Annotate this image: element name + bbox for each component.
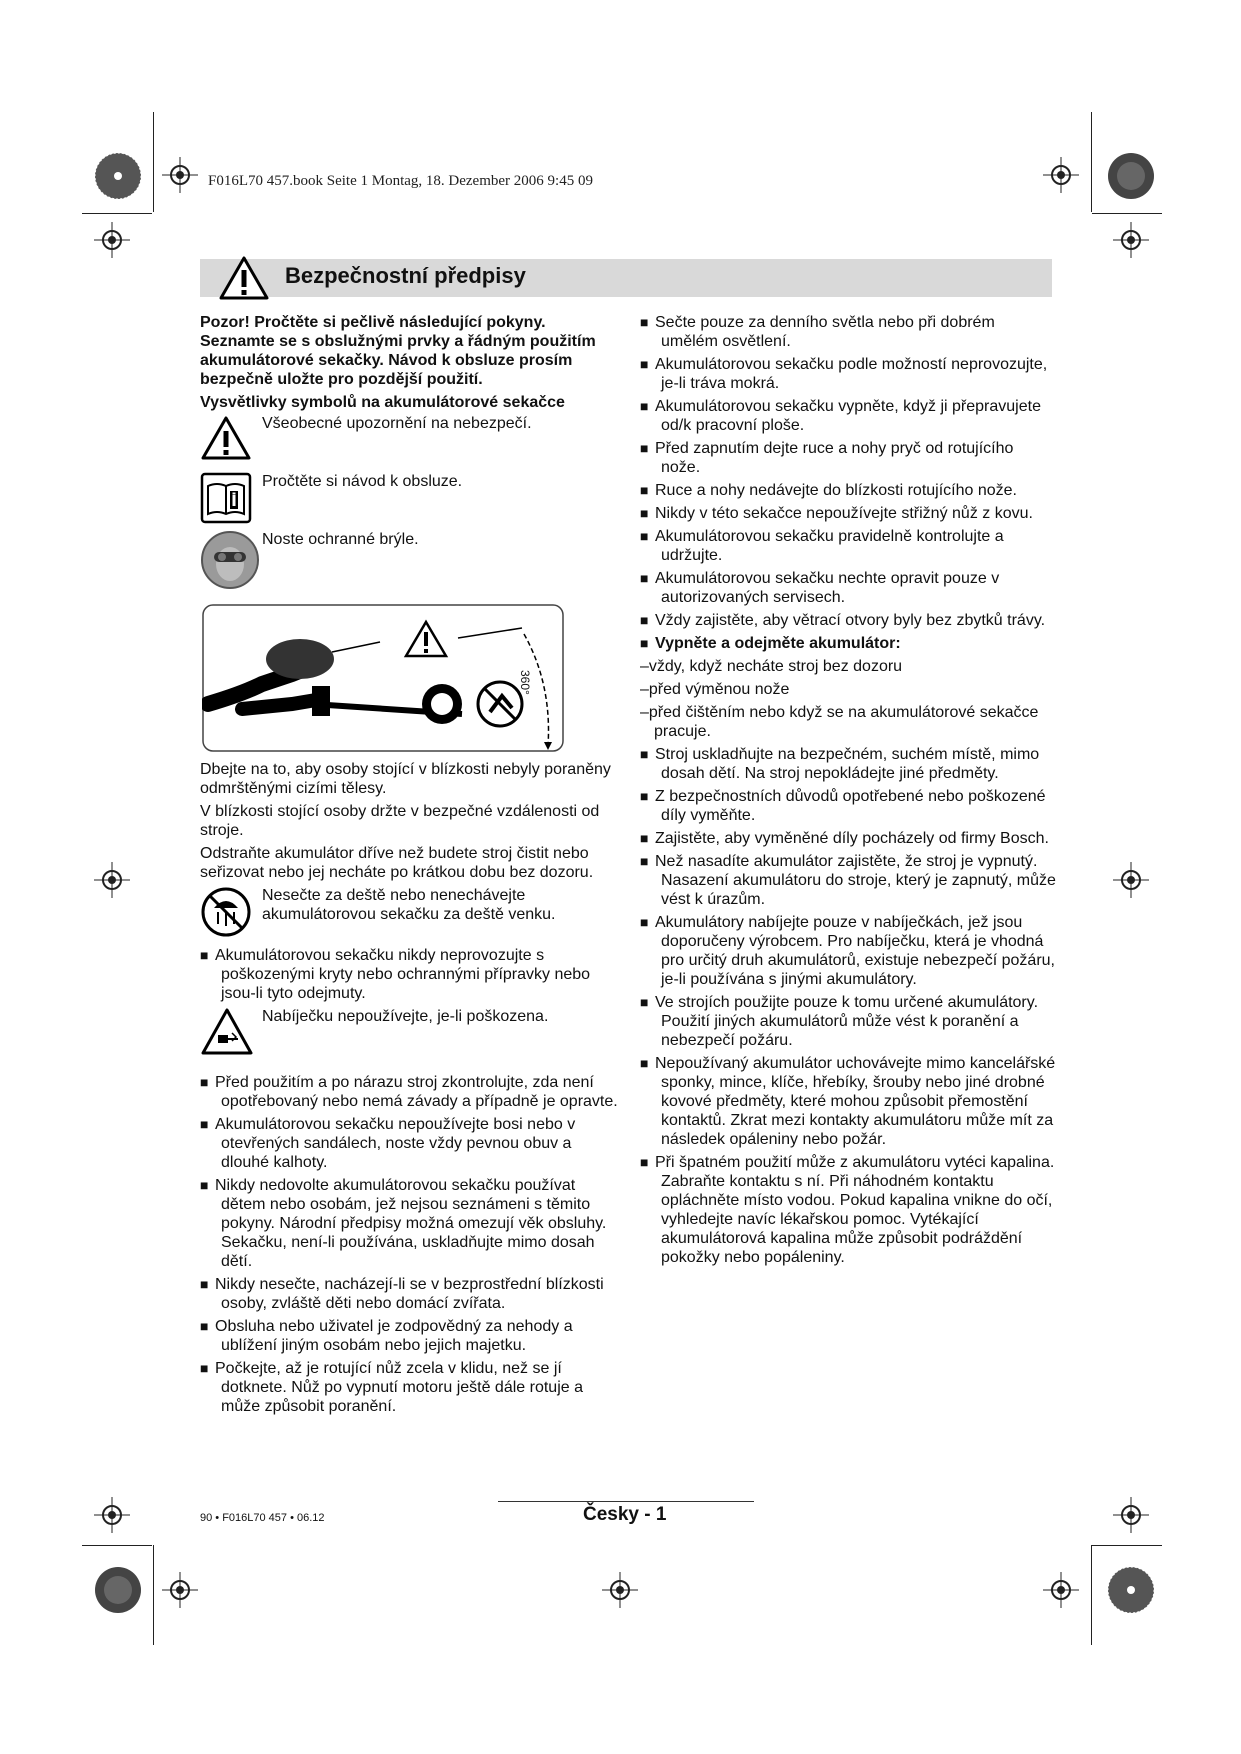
trimmer-figure: [202, 604, 618, 754]
battery-heading: ■ Vypněte a odejměte akumulátor:: [640, 634, 1056, 653]
dash-item: – před výměnou nože: [640, 680, 1056, 699]
registration-target-icon: [160, 155, 200, 195]
paragraph-distance: V blízkosti stojící osoby držte v bezpečné vzdálenosti od stroje.: [200, 803, 600, 839]
symbol-row: [200, 414, 618, 472]
list-item: ■ Nepoužívaný akumulátor uchovávejte mimo kancelářské sponky, mince, klíče, hřebíky, šrouby nebo jiné drobné kovové předměty, které mohou způsobit přemostění kontaktů. Zkrat mezi kontakty akumulátoru může mít za následek opáleniny nebo požár.: [640, 1054, 1056, 1149]
list-item: ■ Obsluha nebo uživatel je zodpovědný za nehody a ublížení jiným osobám nebo jejich majetku.: [200, 1317, 618, 1355]
footer-code: 90 • F016L70 457 • 06.12: [200, 1512, 325, 1524]
color-mark-icon: [94, 1566, 142, 1614]
crop-mark: [82, 1545, 152, 1546]
symbol-label: Nabíječku nepoužívejte, je-li poškozena.: [262, 1008, 549, 1025]
list-item: ■ Než nasadíte akumulátor zajistěte, že stroj je vypnutý. Nasazení akumulátoru do stroje, který je zapnutý, může vést k úrazům.: [640, 852, 1056, 909]
symbol-row: [200, 530, 618, 604]
warning-symbol-icon: [200, 414, 252, 462]
right-column: [640, 313, 1056, 1271]
crop-mark: [1092, 213, 1162, 214]
list-item: ■ Nikdy nesečte, nacházejí-li se v bezprostřední blízkosti osoby, zvláště děti nebo domácí zvířata.: [200, 1275, 618, 1313]
symbol-label: Pročtěte si návod k obsluze.: [262, 473, 463, 490]
list-item: ■ Nikdy v této sekačce nepoužívejte střižný nůž z kovu.: [640, 504, 1056, 523]
left-column: [200, 313, 618, 1420]
list-item: ■ Ruce a nohy nedávejte do blízkosti rotujícího nože.: [640, 481, 1056, 500]
footer-rule: [498, 1501, 754, 1502]
dash-item: – před čištěním nebo když se na akumulátorové sekačce pracuje.: [640, 703, 1056, 741]
list-item: ■ Akumulátorovou sekačku nikdy neprovozujte s poškozenými kryty nebo ochrannými přípravky nebo jsou-li tyto odejmuty.: [200, 946, 618, 1003]
crop-mark: [82, 213, 152, 214]
list-item: ■ Stroj uskladňujte na bezpečném, suchém místě, mimo dosah dětí. Na stroj nepokládejte jiné předměty.: [640, 745, 1056, 783]
list-item: ■ Akumulátorovou sekačku podle možností neprovozujte, je-li tráva mokrá.: [640, 355, 1056, 393]
crop-mark: [1091, 1545, 1092, 1645]
registration-target-icon: [1041, 155, 1081, 195]
list-item: ■ Akumulátorovou sekačku vypněte, když ji přepravujete od/k pracovní ploše.: [640, 397, 1056, 435]
paragraph-remove-battery: Odstraňte akumulátor dříve než budete stroj čistit nebo seřizovat nebo jej necháte po krátkou dobu bez dozoru.: [200, 845, 594, 881]
list-item: ■ Akumulátorovou sekačku pravidelně kontrolujte a udržujte.: [640, 527, 1056, 565]
registration-target-icon: [92, 220, 132, 260]
symbol-label: Všeobecné upozornění na nebezpečí.: [262, 415, 532, 432]
list-item: ■ Akumulátory nabíjejte pouze v nabíječkách, jež jsou doporučeny výrobcem. Pro nabíječku, která je vhodná pro určitý druh akumulátorů, existuje nebezpečí požáru, je-li používána s jinými akumulátory.: [640, 913, 1056, 989]
crop-mark: [1091, 112, 1092, 212]
list-item: ■ Při špatném použití může z akumulátoru vytéci kapalina. Zabraňte kontaktu s ní. Při náhodném kontaktu opláchněte místo vodou. Pokud kapalina vnikne do očí, vyhledejte navíc lékařskou pomoc. Vytékající akumulátorová kapalina může způsobit podráždění pokožky nebo popáleniny.: [640, 1153, 1056, 1267]
list-item: ■ Zajistěte, aby vyměněné díly pocházely od firmy Bosch.: [640, 829, 1056, 848]
symbol-row: [200, 886, 618, 942]
symbols-heading: Vysvětlivky symbolů na akumulátorové sekačce: [200, 394, 565, 411]
registration-target-icon: [1111, 1495, 1151, 1535]
no-rain-icon: [200, 886, 252, 938]
warning-triangle-icon: [218, 255, 270, 301]
list-item: ■ Vždy zajistěte, aby větrací otvory byly bez zbytků trávy.: [640, 611, 1056, 630]
list-item: ■ Ve strojích použijte pouze k tomu určené akumulátory. Použití jiných akumulátorů může vést k poranění a nebezpečí požáru.: [640, 993, 1056, 1050]
crop-mark: [1092, 1545, 1162, 1546]
symbol-label: Noste ochranné brýle.: [262, 531, 419, 548]
crop-mark: [153, 112, 154, 212]
list-item: ■ Sečte pouze za denního světla nebo při dobrém umělém osvětlení.: [640, 313, 1056, 351]
registration-target-icon: [1041, 1570, 1081, 1610]
paragraph-bystanders: Dbejte na to, aby osoby stojící v blízkosti nebyly poraněny odmrštěnými cizími tělesy.: [200, 761, 611, 797]
registration-target-icon: [160, 1570, 200, 1610]
symbol-row: [200, 472, 618, 530]
registration-target-icon: [92, 1495, 132, 1535]
goggles-icon: [200, 530, 260, 590]
list-item: ■ Akumulátorovou sekačku nechte opravit pouze v autorizovaných servisech.: [640, 569, 1056, 607]
page-number: Česky - 1: [583, 1504, 667, 1525]
registration-target-icon: [600, 1570, 640, 1610]
list-item: ■ Nikdy nedovolte akumulátorovou sekačku používat dětem nebo osobám, jež nejsou seznámeni s těmito pokyny. Národní předpisy možná omezují věk obsluhy. Sekačku, není-li používána, uskladňujte mimo dosah dětí.: [200, 1176, 618, 1271]
read-manual-icon: [200, 472, 252, 524]
crop-mark: [153, 1545, 154, 1645]
damaged-charger-icon: [200, 1007, 254, 1057]
symbol-label: Nesečte za deště nebo nenechávejte akumulátorovou sekačku za deště venku.: [262, 887, 556, 923]
page-title: Bezpečnostní předpisy: [285, 263, 526, 288]
starburst-mark-icon: [1107, 1566, 1155, 1614]
registration-target-icon: [1111, 220, 1151, 260]
print-header: F016L70 457.book Seite 1 Montag, 18. Dezember 2006 9:45 09: [208, 173, 593, 189]
symbol-row: [200, 1007, 618, 1067]
list-item: ■ Počkejte, až je rotující nůž zcela v klidu, než se jí dotknete. Nůž po vypnutí motoru ještě dále rotuje a může způsobit poranění.: [200, 1359, 618, 1416]
list-item: ■ Akumulátorovou sekačku nepoužívejte bosi nebo v otevřených sandálech, noste vždy pevnou obuv a dlouhé kalhoty.: [200, 1115, 618, 1172]
angle-label: 360°: [518, 670, 532, 695]
list-item: ■ Z bezpečnostních důvodů opotřebené nebo poškozené díly vyměňte.: [640, 787, 1056, 825]
list-item: ■ Před použitím a po nárazu stroj zkontrolujte, zda není opotřebovaný nebo nemá závady a případně je opravte.: [200, 1073, 618, 1111]
intro-paragraph: Pozor! Pročtěte si pečlivě následující pokyny. Seznamte se s obslužnými prvky a řádným použitím akumulátorové sekačky. Návod k obsluze prosím bezpečně uložte pro pozdější použití.: [200, 314, 596, 388]
color-mark-icon: [1107, 152, 1155, 200]
registration-target-icon: [1111, 860, 1151, 900]
list-item: ■ Před zapnutím dejte ruce a nohy pryč od rotujícího nože.: [640, 439, 1056, 477]
registration-target-icon: [92, 860, 132, 900]
starburst-mark-icon: [94, 152, 142, 200]
dash-item: – vždy, když necháte stroj bez dozoru: [640, 657, 1056, 676]
bystander-distance-figure: [202, 604, 564, 752]
